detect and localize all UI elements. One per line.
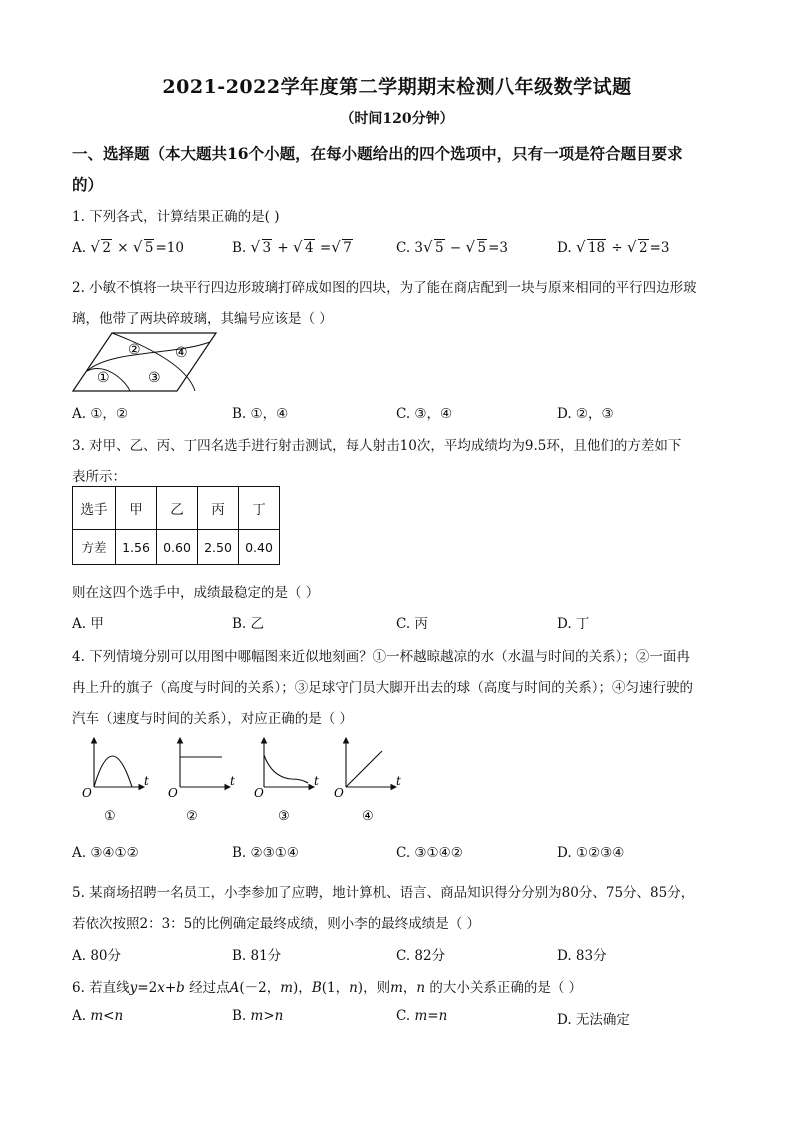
q2-option-c: C. ③，④ bbox=[396, 406, 453, 422]
table-cell: 甲 bbox=[116, 487, 157, 530]
piece-4-label: ④ bbox=[175, 345, 188, 361]
q2-stem-line1: 2. 小敏不慎将一块平行四边形玻璃打碎成如图的四块，为了能在商店配到一块与原来相同的平行四边形玻 bbox=[72, 280, 697, 296]
decay-curve bbox=[264, 755, 308, 783]
axis-label: t bbox=[314, 774, 319, 788]
q6-option-c: C. m=n bbox=[396, 1008, 448, 1024]
graph-label: ② bbox=[186, 809, 198, 824]
linear-line bbox=[346, 751, 382, 787]
piece-3-label: ③ bbox=[148, 370, 161, 386]
graph-4 bbox=[334, 738, 401, 824]
q1-option-b: B. √ 3 + √ 4 =√ 7 bbox=[232, 240, 354, 256]
q5-option-a: A. 80分 bbox=[72, 948, 122, 964]
section-heading: 一、选择题（本大题共16个小题，在每小题给出的四个选项中，只有一项是符合题目要求 bbox=[72, 144, 683, 163]
q2-stem-line2: 璃，他带了两块碎玻璃，其编号应该是（ ） bbox=[72, 311, 333, 327]
graph-label: ① bbox=[104, 809, 116, 824]
q4-option-c: C. ③①④② bbox=[396, 845, 463, 861]
origin-label: O bbox=[168, 786, 178, 800]
table-cell: 方差 bbox=[73, 530, 116, 565]
q4-stem-line3: 汽车（速度与时间的关系），对应正确的是（ ） bbox=[72, 711, 354, 727]
q5-stem-line2: 若依次按照2：3：5的比例确定最终成绩，则小李的最终成绩是（ ） bbox=[72, 916, 481, 932]
q2-option-d: D. ②，③ bbox=[557, 406, 614, 422]
table-cell: 1.56 bbox=[116, 530, 157, 565]
broken-glass-figure bbox=[70, 330, 220, 394]
q5-option-b: B. 81分 bbox=[232, 948, 282, 964]
table-cell: 0.60 bbox=[157, 530, 198, 565]
q6-option-d: D. 无法确定 bbox=[557, 1012, 630, 1028]
variance-table bbox=[72, 486, 280, 565]
table-header-row bbox=[73, 487, 280, 530]
q6-option-b: B. m>n bbox=[232, 1008, 284, 1024]
q3-option-c: C. 丙 bbox=[396, 616, 428, 632]
q3-stem-line3: 则在这四个选手中，成绩最稳定的是（ ） bbox=[72, 585, 320, 601]
exam-title: 2021-2022学年度第二学期期末检测八年级数学试题 bbox=[162, 76, 632, 98]
q1-option-a: A. √ 2 × √ 5 =10 bbox=[72, 240, 184, 256]
table-row bbox=[73, 530, 280, 565]
q5-option-d: D. 83分 bbox=[557, 948, 607, 964]
q4-stem-line1: 4. 下列情境分别可以用图中哪幅图来近似地刻画？①一杯越晾越凉的水（水温与时间的关系）；②一面冉 bbox=[72, 649, 690, 665]
graph-label: ④ bbox=[362, 809, 374, 824]
q4-option-a: A. ③④①② bbox=[72, 845, 139, 861]
q3-stem-line1: 3. 对甲、乙、丙、丁四名选手进行射击测试，每人射击10次，平均成绩均为9.5环，且他们的方差如下 bbox=[72, 438, 682, 454]
curve-rise-fall bbox=[94, 756, 132, 787]
table-cell: 乙 bbox=[157, 487, 198, 530]
q5-stem-line1: 5. 某商场招聘一名员工，小李参加了应聘，地计算机、语言、商品知识得分分别为80分、75分、85分， bbox=[72, 885, 695, 901]
graph-1 bbox=[82, 738, 149, 824]
table-cell: 丁 bbox=[239, 487, 280, 530]
axis-label: t bbox=[144, 774, 149, 788]
q2-option-b: B. ①，④ bbox=[232, 406, 289, 422]
parallelogram-outline bbox=[73, 333, 216, 391]
q4-stem-line2: 冉上升的旗子（高度与时间的关系）；③足球守门员大脚开出去的球（高度与时间的关系）；④匀速行驶的 bbox=[72, 680, 693, 696]
q1-option-c: C. 3√ 5 − √ 5 =3 bbox=[396, 240, 508, 256]
piece-2-label: ② bbox=[128, 342, 141, 358]
q3-option-b: B. 乙 bbox=[232, 616, 265, 632]
table-cell: 0.40 bbox=[239, 530, 280, 565]
q6-option-a: A. m<n bbox=[72, 1008, 124, 1024]
table-cell: 丙 bbox=[198, 487, 239, 530]
q4-option-b: B. ②③①④ bbox=[232, 845, 299, 861]
piece-1-label: ① bbox=[97, 370, 110, 386]
q4-graphs bbox=[76, 735, 416, 827]
origin-label: O bbox=[82, 786, 92, 800]
q3-option-a: A. 甲 bbox=[72, 616, 104, 632]
q1-stem: 1. 下列各式，计算结果正确的是( ) bbox=[72, 209, 280, 225]
q1-option-d: D. √ 18 ÷ √ 2 =3 bbox=[557, 240, 670, 256]
exam-time: （时间120分钟） bbox=[340, 111, 454, 127]
q5-option-c: C. 82分 bbox=[396, 948, 446, 964]
axis-label: t bbox=[396, 774, 401, 788]
graph-label: ③ bbox=[278, 809, 290, 824]
axis-label: t bbox=[230, 774, 235, 788]
table-cell: 2.50 bbox=[198, 530, 239, 565]
origin-label: O bbox=[254, 786, 264, 800]
q4-option-d: D. ①②③④ bbox=[557, 845, 625, 861]
q2-option-a: A. ①，② bbox=[72, 406, 129, 422]
graph-3 bbox=[254, 738, 319, 824]
section-heading-cont: 的） bbox=[72, 175, 104, 194]
q3-option-d: D. 丁 bbox=[557, 616, 590, 632]
q3-stem-line2: 表所示： bbox=[72, 469, 126, 485]
origin-label: O bbox=[334, 786, 344, 800]
q6-stem: 6. 若直线y=2x+b 经过点A(－2，m)，B(1，n)，则m，n 的大小关系正确的是（ ） bbox=[72, 980, 583, 996]
graph-2 bbox=[168, 738, 235, 824]
table-cell: 选手 bbox=[73, 487, 116, 530]
